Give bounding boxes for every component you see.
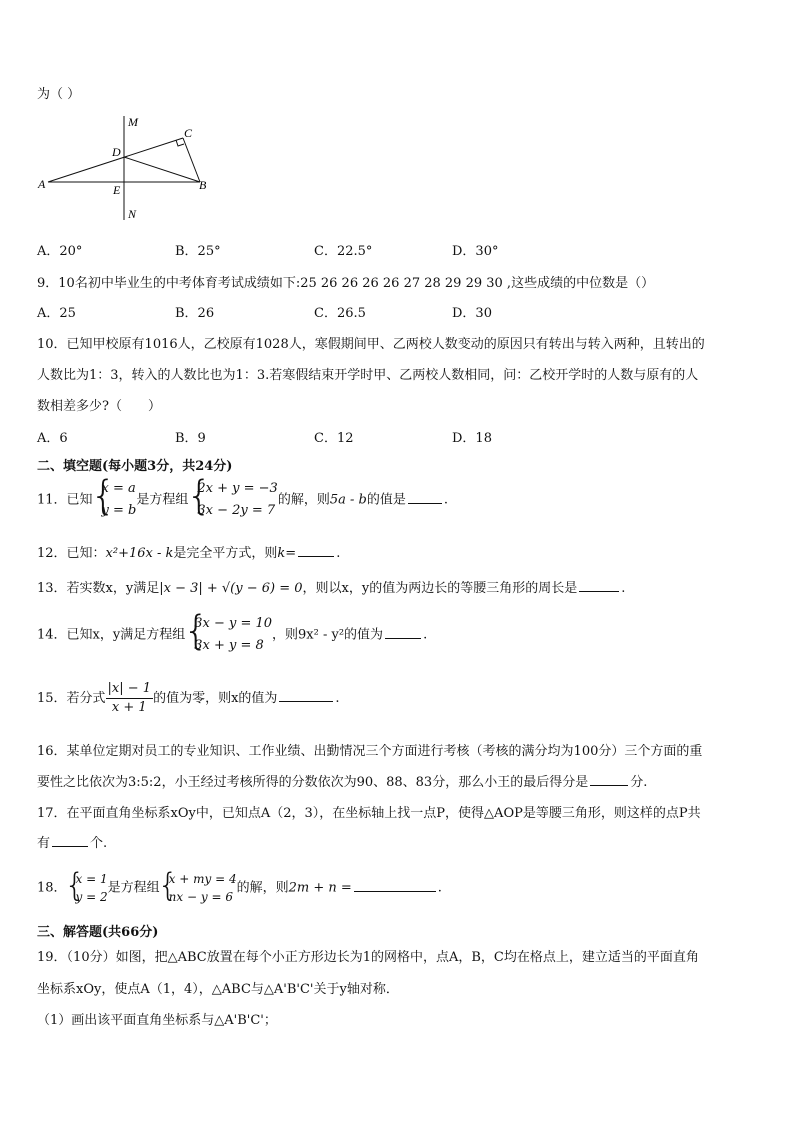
q10-option-a: A．6 xyxy=(37,431,68,446)
q11-answer-blank xyxy=(408,491,442,504)
q18-solution-system xyxy=(67,870,108,906)
q11-end: . xyxy=(443,492,449,508)
q16-line-2-text: 要性之比依次为3:5:2，小王经过考核所得的分数依次为90、88、83分，那么小王的最后得分是 xyxy=(37,775,589,790)
q18-sol-eq2: y = 2 xyxy=(75,890,108,904)
q14-prefix: 14．已知x，y满足方程组 xyxy=(37,627,186,643)
q11-mid: 是方程组 xyxy=(136,492,189,508)
q11-prefix: 11．已知 xyxy=(37,492,93,508)
section-2-heading: 二、填空题(每小题3分，共24分) xyxy=(37,459,233,474)
q18-mid: 是方程组 xyxy=(107,880,160,896)
label-A: A xyxy=(38,177,46,191)
q13-prefix: 13．若实数x，y满足 xyxy=(37,581,160,596)
q13-end: . xyxy=(621,581,626,596)
label-M: M xyxy=(128,115,138,129)
q15-end: . xyxy=(335,691,340,706)
q14-eq1: { 3x − y = 10 xyxy=(194,616,273,631)
q12 xyxy=(37,542,340,561)
q15-post: 的值为零，则x的值为 xyxy=(153,691,278,706)
q15-answer-blank xyxy=(279,689,333,702)
q17-end: 个. xyxy=(90,836,108,851)
q18-end: . xyxy=(437,880,442,896)
label-N: N xyxy=(128,207,137,221)
q10-line-2: 人数比为1：3，转入的人数比也为1：3.若寒假结束开学时甲、乙两校人数相同，问：乙校开学时的人数与原有的人 xyxy=(37,368,699,383)
q16-line-2 xyxy=(37,771,647,790)
q18-eq1: { x + my = 4 xyxy=(168,872,237,886)
q19-subquestion-1: （1）画出该平面直角坐标系与△A'B'C'； xyxy=(37,1013,277,1028)
q9-text: 9．10名初中毕业生的中考体育考试成绩如下:25 26 26 26 26 27 28 29 29 30 ,这些成绩的中位数是（） xyxy=(37,276,655,291)
q10-option-b: B．9 xyxy=(175,431,206,446)
q18 xyxy=(37,870,442,906)
q13 xyxy=(37,577,625,596)
label-D: D xyxy=(112,145,121,159)
q9-option-c: C．26.5 xyxy=(314,306,366,321)
q18-eq2: nx − y = 6 xyxy=(168,890,233,904)
q9-option-a: A．25 xyxy=(37,306,76,321)
q17-line-1: 17．在平面直角坐标系xOy中，已知点A（2，3），在坐标轴上找一点P，使得△AOP是等腰三角形，则这样的点P共 xyxy=(37,806,701,821)
q14 xyxy=(37,613,427,657)
q10-option-d: D．18 xyxy=(452,431,492,446)
q11 xyxy=(37,478,448,522)
geometry-figure xyxy=(30,110,220,225)
q11-post2: 的值是 xyxy=(366,492,406,508)
q9-option-b: B．26 xyxy=(175,306,215,321)
q12-end: . xyxy=(336,546,341,561)
q15-denominator: x + 1 xyxy=(111,700,147,715)
q19-line-1: 19．（10分）如图，把△ABC放置在每个小正方形边长为1的网格中，点A，B，C均在格点上，建立适当的平面直角 xyxy=(37,950,699,965)
q16-line-1: 16．某单位定期对员工的专业知识、工作业绩、出勤情况三个方面进行考核（考核的满分均为100分）三个方面的重 xyxy=(37,744,703,759)
q12-expression: x²+16x - k xyxy=(105,546,174,561)
label-E: E xyxy=(113,183,121,197)
q8-option-d: D．30° xyxy=(452,244,499,259)
q10-option-c: C．12 xyxy=(314,431,354,446)
label-B: B xyxy=(199,178,207,192)
q11-solution-system xyxy=(93,478,137,522)
q14-equation-system xyxy=(185,613,272,657)
q14-eq2: 3x + y = 8 xyxy=(194,638,264,653)
q8-option-b: B．25° xyxy=(175,244,221,259)
q17-answer-blank xyxy=(52,834,88,847)
q19-line-2: 坐标系xOy，使点A（1，4），△ABC与△A'B'C'关于y轴对称． xyxy=(37,982,399,997)
q17-prefix: 有 xyxy=(37,836,51,851)
q14-post: ，则9x² - y²的值为 xyxy=(272,627,384,643)
q13-equation: |x − 3| + √(y − 6) = 0 xyxy=(159,581,303,596)
q18-post: 的解，则 xyxy=(236,880,289,896)
q15-prefix: 15．若分式 xyxy=(37,691,106,706)
q17-line-2 xyxy=(37,832,107,851)
q11-eq1: { 2x + y = −3 xyxy=(197,481,278,496)
q15-fraction xyxy=(106,680,154,717)
q12-mid: 是完全平方式，则 xyxy=(173,546,278,561)
section-3-heading: 三、解答题(共66分) xyxy=(37,925,159,940)
q15 xyxy=(37,680,340,717)
q18-answer-blank xyxy=(354,879,436,892)
q12-var: k= xyxy=(277,546,297,561)
q11-post1: 的解，则 xyxy=(277,492,330,508)
q18-equation-system xyxy=(160,870,237,906)
q9-option-d: D．30 xyxy=(452,306,492,321)
q10-line-1: 10．已知甲校原有1016人，乙校原有1028人，寒假期间甲、乙两校人数变动的原因只有转出与转入两种，且转出的 xyxy=(37,337,705,352)
q14-end: . xyxy=(423,627,428,643)
q18-sol-eq1: { x = 1 xyxy=(75,872,108,886)
q12-answer-blank xyxy=(298,544,334,557)
q14-answer-blank xyxy=(385,626,421,639)
q16-answer-blank xyxy=(590,773,628,786)
q10-line-3: 数相差多少?（ ） xyxy=(37,399,161,414)
q11-equation-system xyxy=(188,478,277,522)
q11-expression: 5a - b xyxy=(329,492,367,508)
q8-tail: 为（ ） xyxy=(37,87,81,102)
q13-answer-blank xyxy=(579,579,619,592)
q16-end: 分. xyxy=(630,775,648,790)
q11-sol-eq1: { x = a xyxy=(101,481,136,496)
q15-numerator: |x| − 1 xyxy=(106,680,154,699)
q11-sol-eq2: y = b xyxy=(101,503,137,518)
q13-post: ，则以x，y的值为两边长的等腰三角形的周长是 xyxy=(302,581,578,596)
q11-eq2: 3x − 2y = 7 xyxy=(197,503,276,518)
q8-option-c: C．22.5° xyxy=(314,244,373,259)
label-C: C xyxy=(184,126,193,140)
q8-option-a: A．20° xyxy=(37,244,83,259)
q12-prefix: 12．已知： xyxy=(37,546,106,561)
q18-prefix: 18． xyxy=(37,880,67,896)
q18-expression: 2m + n = xyxy=(288,880,352,896)
